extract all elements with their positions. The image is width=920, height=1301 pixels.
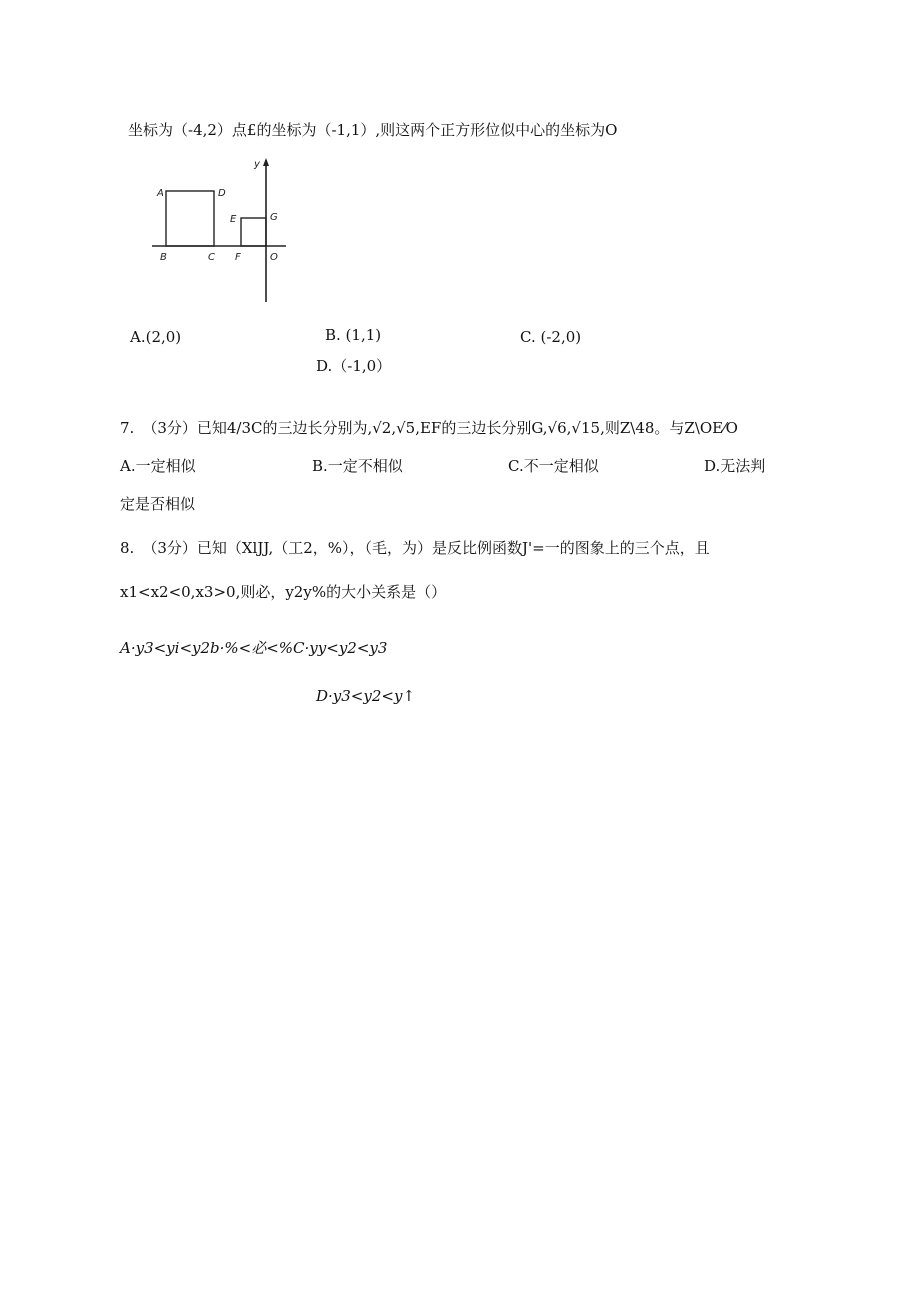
square-efgo — [241, 218, 266, 246]
q8-stem-line-2: x1<x2<0,x3>0,则必，y2y%的大小关系是（） — [120, 583, 447, 601]
q8-stem — [120, 538, 710, 558]
q6-option-d: D.（-1,0） — [316, 357, 392, 375]
label-d: D — [218, 188, 226, 199]
q7-option-a: A.一定相似 — [120, 457, 196, 475]
square-abcd — [166, 191, 214, 246]
label-a: A — [157, 188, 164, 199]
q7-option-d: D.无法判 — [704, 457, 766, 475]
q6-coordinate-figure — [148, 156, 290, 306]
label-c: C — [208, 252, 215, 263]
label-b: B — [160, 252, 167, 263]
q7-number: 7. — [120, 419, 135, 437]
coordinate-diagram — [148, 156, 290, 306]
label-f: F — [235, 252, 241, 263]
q6-intro-text: 坐标为（-4,2）点£的坐标为（-1,1）,则这两个正方形位似中心的坐标为O — [128, 121, 618, 139]
q6-option-b: B. (1,1) — [325, 326, 382, 344]
q7-continuation: 定是否相似 — [120, 495, 196, 513]
label-g: G — [270, 212, 278, 223]
label-y: y — [254, 159, 260, 170]
q8-number: 8. — [120, 539, 135, 557]
q7-stem — [120, 418, 738, 438]
q8-option-d: D·y3<y2<y↑ — [316, 687, 416, 705]
q8-options-line: A·y3<yi<y2b·%<必<%C·yy<y2<y3 — [120, 639, 388, 657]
q7-option-c: C.不一定相似 — [508, 457, 599, 475]
q6-option-a: A.(2,0) — [130, 328, 182, 346]
q7-stem-text: （3分）已知4/3C的三边长分别为,√2,√5,EF的三边长分别G,√6,√15,则Z\48。与Z\OE⁄O — [142, 419, 738, 437]
q7-option-b: B.一定不相似 — [312, 457, 403, 475]
label-e: E — [230, 214, 237, 225]
q6-option-c: C. (-2,0) — [520, 328, 582, 346]
q8-stem-text: （3分）已知（XlJJ,（工2，%），（毛，为）是反比例函数J'=一的图象上的三个点，且 — [142, 539, 710, 557]
label-o: O — [270, 252, 278, 263]
y-axis-arrow-icon — [263, 158, 269, 166]
